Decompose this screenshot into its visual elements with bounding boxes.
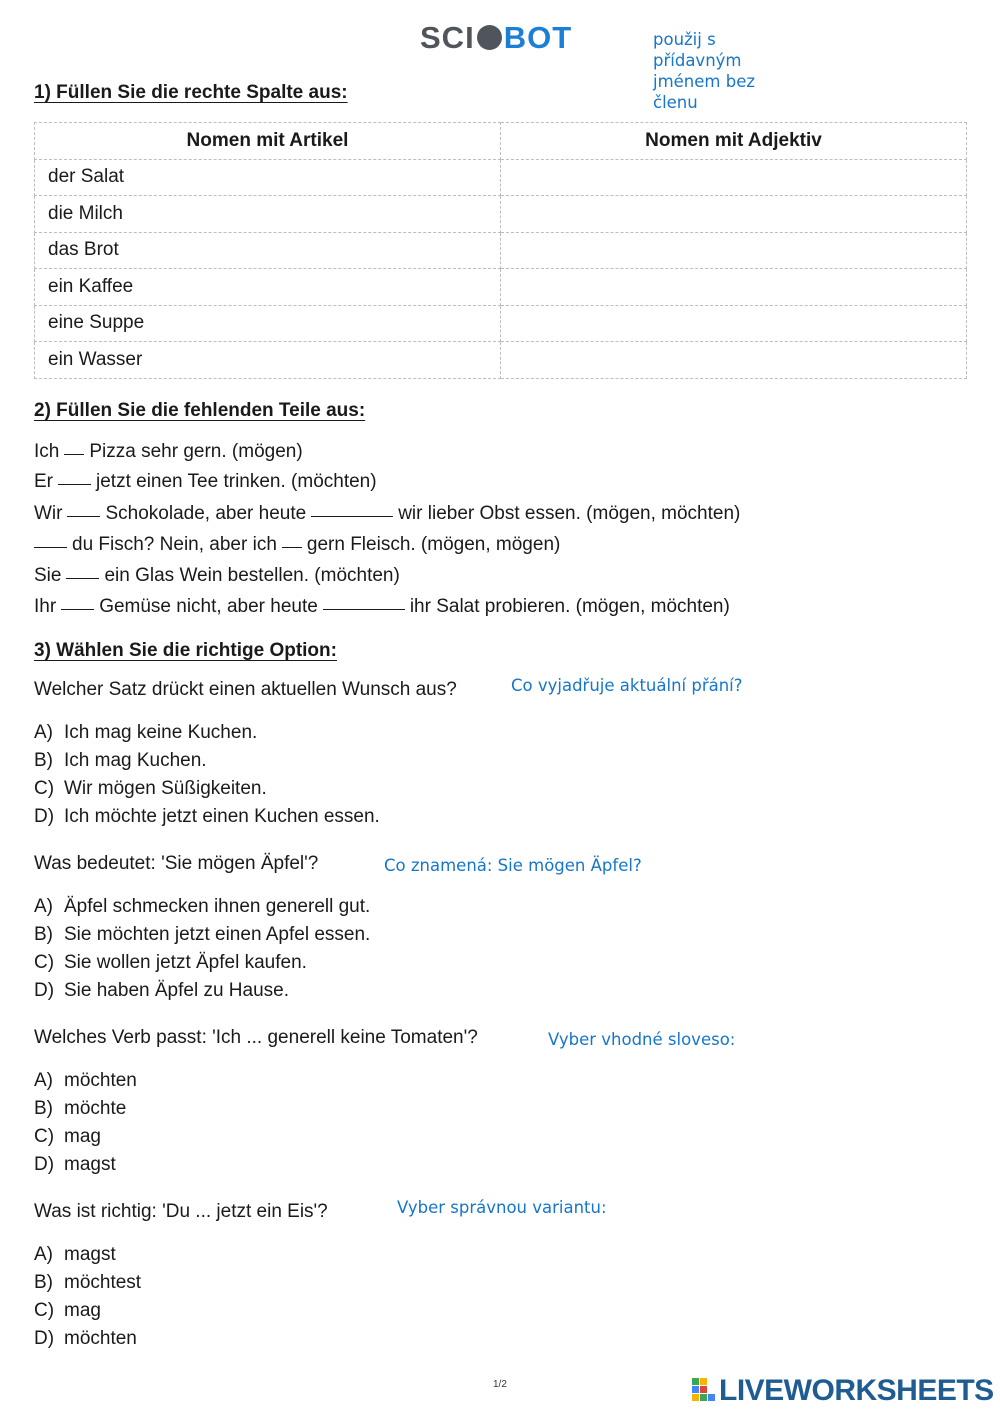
- answer-blank[interactable]: [282, 546, 302, 548]
- question-text: Was ist richtig: 'Du ... jetzt ein Eis'?: [34, 1201, 328, 1222]
- answer-option[interactable]: [34, 921, 370, 949]
- option-letter: A): [34, 722, 53, 743]
- sentence-part: Ich: [34, 441, 60, 462]
- option-letter: A): [34, 1070, 53, 1091]
- answer-option[interactable]: [34, 1095, 137, 1123]
- nouns-table: [34, 122, 967, 379]
- table-row: [35, 159, 967, 196]
- answer-blank[interactable]: [67, 515, 100, 517]
- top-hint-line: jménem bez: [653, 72, 756, 91]
- option-text: magst: [64, 1244, 116, 1265]
- option-text: möchtest: [64, 1272, 142, 1293]
- answer-option[interactable]: [34, 719, 380, 747]
- table-row: [35, 196, 967, 233]
- noun-with-adjective-answer[interactable]: [501, 269, 967, 306]
- option-letter: B): [34, 750, 53, 771]
- sentence-part: ihr Salat probieren. (mögen, möchten): [409, 596, 730, 617]
- section2-title: 2) Füllen Sie die fehlenden Teile aus:: [34, 400, 366, 421]
- option-letter: B): [34, 1098, 53, 1119]
- table-row: [35, 305, 967, 342]
- option-letter: C): [34, 1126, 55, 1147]
- question-text: Welches Verb passt: 'Ich ... generell keine Tomaten'?: [34, 1027, 478, 1048]
- option-letter: C): [34, 952, 55, 973]
- sciobot-logo: [420, 20, 572, 56]
- answer-option[interactable]: [34, 893, 370, 921]
- option-text: Äpfel schmecken ihnen generell gut.: [64, 896, 371, 917]
- option-text: Ich möchte jetzt einen Kuchen essen.: [64, 806, 380, 827]
- section3-title: 3) Wählen Sie die richtige Option:: [34, 640, 337, 661]
- sentence-part: gern Fleisch. (mögen, mögen): [306, 534, 561, 555]
- option-text: möchten: [64, 1328, 137, 1349]
- question-text: Was bedeutet: 'Sie mögen Äpfel'?: [34, 853, 319, 874]
- table-row: [35, 342, 967, 379]
- answer-option[interactable]: [34, 949, 370, 977]
- sentence-part: du Fisch? Nein, aber ich: [72, 534, 277, 555]
- noun-with-article: die Milch: [35, 196, 501, 233]
- answer-blank[interactable]: [58, 483, 91, 485]
- sentence-part: Wir: [34, 503, 63, 524]
- sentence-part: ein Glas Wein bestellen. (möchten): [104, 565, 400, 586]
- answer-option[interactable]: [34, 803, 380, 831]
- fill-sentence: [34, 533, 560, 557]
- answer-option[interactable]: [34, 747, 380, 775]
- sentence-part: jetzt einen Tee trinken. (möchten): [96, 471, 377, 492]
- column-header: Nomen mit Adjektiv: [501, 123, 967, 160]
- answer-option[interactable]: [34, 775, 380, 803]
- question-hint: Co znamená: Sie mögen Äpfel?: [384, 856, 642, 875]
- top-hint: [653, 29, 755, 113]
- answer-blank[interactable]: [311, 515, 393, 517]
- fill-sentence: [34, 502, 740, 526]
- option-list: [34, 1067, 137, 1179]
- liveworksheets-cubes-icon: [692, 1378, 716, 1402]
- section1-title: 1) Füllen Sie die rechte Spalte aus:: [34, 82, 348, 103]
- page-number: 1/2: [493, 1379, 507, 1390]
- option-text: Ich mag Kuchen.: [64, 750, 207, 771]
- answer-option[interactable]: [34, 1297, 141, 1325]
- answer-blank[interactable]: [323, 608, 405, 610]
- option-text: möchte: [64, 1098, 127, 1119]
- column-header: Nomen mit Artikel: [35, 123, 501, 160]
- option-letter: C): [34, 1300, 55, 1321]
- logo-dot: [477, 25, 502, 50]
- answer-option[interactable]: [34, 977, 370, 1005]
- answer-blank[interactable]: [64, 453, 84, 455]
- answer-blank[interactable]: [61, 608, 94, 610]
- noun-with-article: eine Suppe: [35, 305, 501, 342]
- option-letter: A): [34, 1244, 53, 1265]
- sentence-part: wir lieber Obst essen. (mögen, möchten): [398, 503, 741, 524]
- option-letter: A): [34, 896, 53, 917]
- noun-with-adjective-answer[interactable]: [501, 159, 967, 196]
- option-letter: D): [34, 806, 55, 827]
- sentence-part: Sie: [34, 565, 62, 586]
- table-row: [35, 232, 967, 269]
- fill-sentence: [34, 470, 377, 494]
- fill-sentence: [34, 440, 303, 464]
- table-row: [35, 269, 967, 306]
- question-hint: Vyber správnou variantu:: [397, 1198, 607, 1217]
- noun-with-article: der Salat: [35, 159, 501, 196]
- sentence-part: Pizza sehr gern. (mögen): [89, 441, 303, 462]
- answer-option[interactable]: [34, 1123, 137, 1151]
- sentence-part: Schokolade, aber heute: [105, 503, 307, 524]
- option-text: Sie möchten jetzt einen Apfel essen.: [64, 924, 371, 945]
- question-text: Welcher Satz drückt einen aktuellen Wunsch aus?: [34, 679, 457, 700]
- noun-with-adjective-answer[interactable]: [501, 342, 967, 379]
- answer-option[interactable]: [34, 1151, 137, 1179]
- question-hint: Co vyjadřuje aktuální přání?: [511, 676, 743, 695]
- noun-with-article: ein Kaffee: [35, 269, 501, 306]
- sentence-part: Gemüse nicht, aber heute: [99, 596, 318, 617]
- option-text: Sie haben Äpfel zu Hause.: [64, 980, 289, 1001]
- liveworksheets-logo: [692, 1374, 994, 1408]
- option-text: Ich mag keine Kuchen.: [64, 722, 258, 743]
- option-letter: C): [34, 778, 55, 799]
- option-letter: D): [34, 1154, 55, 1175]
- option-letter: D): [34, 1328, 55, 1349]
- answer-option[interactable]: [34, 1269, 141, 1297]
- noun-with-adjective-answer[interactable]: [501, 232, 967, 269]
- option-text: magst: [64, 1154, 116, 1175]
- sentence-part: Ihr: [34, 596, 57, 617]
- option-list: [34, 893, 370, 1005]
- answer-option[interactable]: [34, 1067, 137, 1095]
- liveworksheets-brand: LIVEWORKSHEETS: [719, 1374, 994, 1407]
- logo-text-sci: SCI: [420, 20, 475, 55]
- option-letter: B): [34, 1272, 53, 1293]
- noun-with-article: das Brot: [35, 232, 501, 269]
- answer-option[interactable]: [34, 1241, 141, 1269]
- option-text: mag: [64, 1126, 101, 1147]
- option-text: mag: [64, 1300, 101, 1321]
- noun-with-article: ein Wasser: [35, 342, 501, 379]
- option-text: Wir mögen Süßigkeiten.: [64, 778, 267, 799]
- table-header-row: [35, 123, 967, 160]
- top-hint-line: přídavným: [653, 51, 742, 70]
- question-hint: Vyber vhodné sloveso:: [548, 1030, 736, 1049]
- noun-with-adjective-answer[interactable]: [501, 305, 967, 342]
- option-text: Sie wollen jetzt Äpfel kaufen.: [64, 952, 307, 973]
- answer-blank[interactable]: [34, 546, 67, 548]
- option-list: [34, 1241, 141, 1353]
- fill-sentence: [34, 595, 730, 619]
- option-letter: D): [34, 980, 55, 1001]
- logo-text-bot: BOT: [503, 20, 573, 55]
- top-hint-line: členu: [653, 93, 698, 112]
- answer-option[interactable]: [34, 1325, 141, 1353]
- answer-blank[interactable]: [66, 577, 99, 579]
- option-letter: B): [34, 924, 53, 945]
- sentence-part: Er: [34, 471, 53, 492]
- top-hint-line: použij s: [653, 30, 716, 49]
- noun-with-adjective-answer[interactable]: [501, 196, 967, 233]
- option-list: [34, 719, 380, 831]
- fill-sentence: [34, 564, 400, 588]
- option-text: möchten: [64, 1070, 137, 1091]
